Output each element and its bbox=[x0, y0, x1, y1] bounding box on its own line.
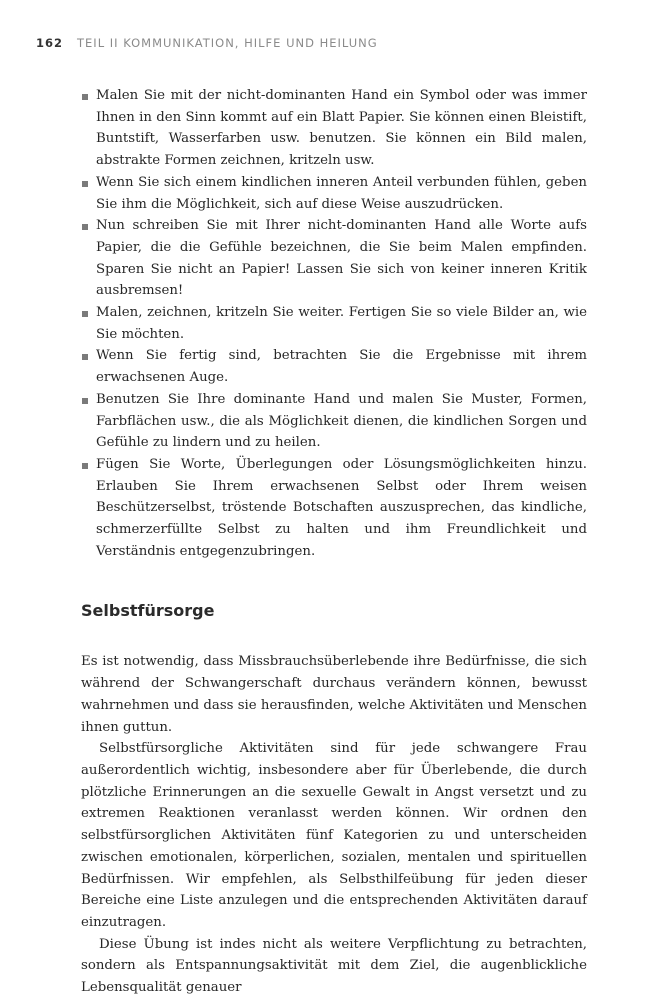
list-item bbox=[81, 172, 587, 215]
square-bullet-icon bbox=[82, 354, 88, 360]
list-item-text: Malen, zeichnen, kritzeln Sie weiter. Fertigen Sie so viele Bilder an, wie Sie möchten. bbox=[96, 305, 587, 342]
list-item-text: Nun schreiben Sie mit Ihrer nicht-dominanten Hand alle Worte aufs Papier, die die Gefühle bezeichnen, die Sie beim Malen empfinden. Sparen Sie nicht an Papier! Lassen Sie sich von keiner inneren Kritik ausbremsen! bbox=[96, 218, 587, 299]
body-paragraph: Es ist notwendig, dass Missbrauchsüberlebende ihre Bedürfnisse, die sich während der Schwangerschaft durchaus verändern können, bewusst wahrnehmen und dass sie herausfinden, welche Aktivitäten und Menschen ihnen guttun. bbox=[81, 654, 587, 735]
square-bullet-icon bbox=[82, 224, 88, 230]
list-item-text: Fügen Sie Worte, Überlegungen oder Lösungsmöglichkeiten hinzu. Erlauben Sie Ihrem erwachsenen Selbst oder Ihrem weisen Beschützerselbst, tröstende Botschaften auszusprechen, das kindliche, schmerzerfüllte Selbst zu halten und ihm Freundlichkeit und Verständnis entgegenzubringen. bbox=[96, 456, 587, 559]
list-item-text: Malen Sie mit der nicht-dominanten Hand ein Symbol oder was immer Ihnen in den Sinn kommt auf ein Blatt Papier. Sie können einen Bleistift, Buntstift, Wasserfarben usw. benutzen. Sie können ein Bild malen, abstrakte Formen zeichnen, kritzeln usw. bbox=[96, 88, 587, 169]
body-paragraph: Diese Übung ist indes nicht als weitere Verpflichtung zu betrachten, sondern als Entspannungsaktivität mit dem Ziel, die augenblickliche Lebensqualität genauer bbox=[81, 936, 587, 996]
list-item-text: Benutzen Sie Ihre dominante Hand und malen Sie Muster, Formen, Farbflächen usw., die als Möglichkeit dienen, die kindlichen Sorgen und Gefühle zu lindern und zu heilen. bbox=[96, 391, 587, 451]
square-bullet-icon bbox=[82, 311, 88, 317]
list-item bbox=[81, 215, 587, 302]
running-head bbox=[36, 36, 378, 50]
page-number: 162 bbox=[36, 36, 64, 50]
list-item bbox=[81, 345, 587, 388]
page-body bbox=[81, 85, 587, 999]
square-bullet-icon bbox=[82, 94, 88, 100]
bullet-list bbox=[81, 85, 587, 562]
section-heading: Selbstfürsorge bbox=[81, 601, 215, 621]
square-bullet-icon bbox=[82, 463, 88, 469]
body-paragraph: Selbstfürsorgliche Aktivitäten sind für jede schwangere Frau außerordentlich wichtig, insbesondere aber für Überlebende, die durch plötzliche Erinnerungen an die sexuelle Gewalt in Angst versetzt und zu extremen Reaktionen veranlasst werden können. Wir ordnen den selbstfürsorglichen Aktivitäten fünf Kategorien zu und unterscheiden zwischen emotionalen, körperlichen, sozialen, mentalen und spirituellen Bedürfnissen. Wir empfehlen, als Selbsthilfeübung für jeden dieser Bereiche eine Liste anzulegen und die entsprechenden Aktivitäten darauf einzutragen. bbox=[81, 741, 587, 930]
list-item bbox=[81, 454, 587, 563]
list-item-text: Wenn Sie fertig sind, betrachten Sie die Ergebnisse mit ihrem erwachsenen Auge. bbox=[96, 348, 587, 386]
running-title: TEIL II KOMMUNIKATION, HILFE UND HEILUNG bbox=[77, 36, 378, 50]
list-item-text: Wenn Sie sich einem kindlichen inneren Anteil verbunden fühlen, geben Sie ihm die Möglichkeit, sich auf diese Weise auszudrücken. bbox=[96, 174, 587, 212]
square-bullet-icon bbox=[82, 398, 88, 404]
square-bullet-icon bbox=[82, 181, 88, 187]
list-item bbox=[81, 389, 587, 454]
list-item bbox=[81, 85, 587, 172]
list-item bbox=[81, 302, 587, 345]
